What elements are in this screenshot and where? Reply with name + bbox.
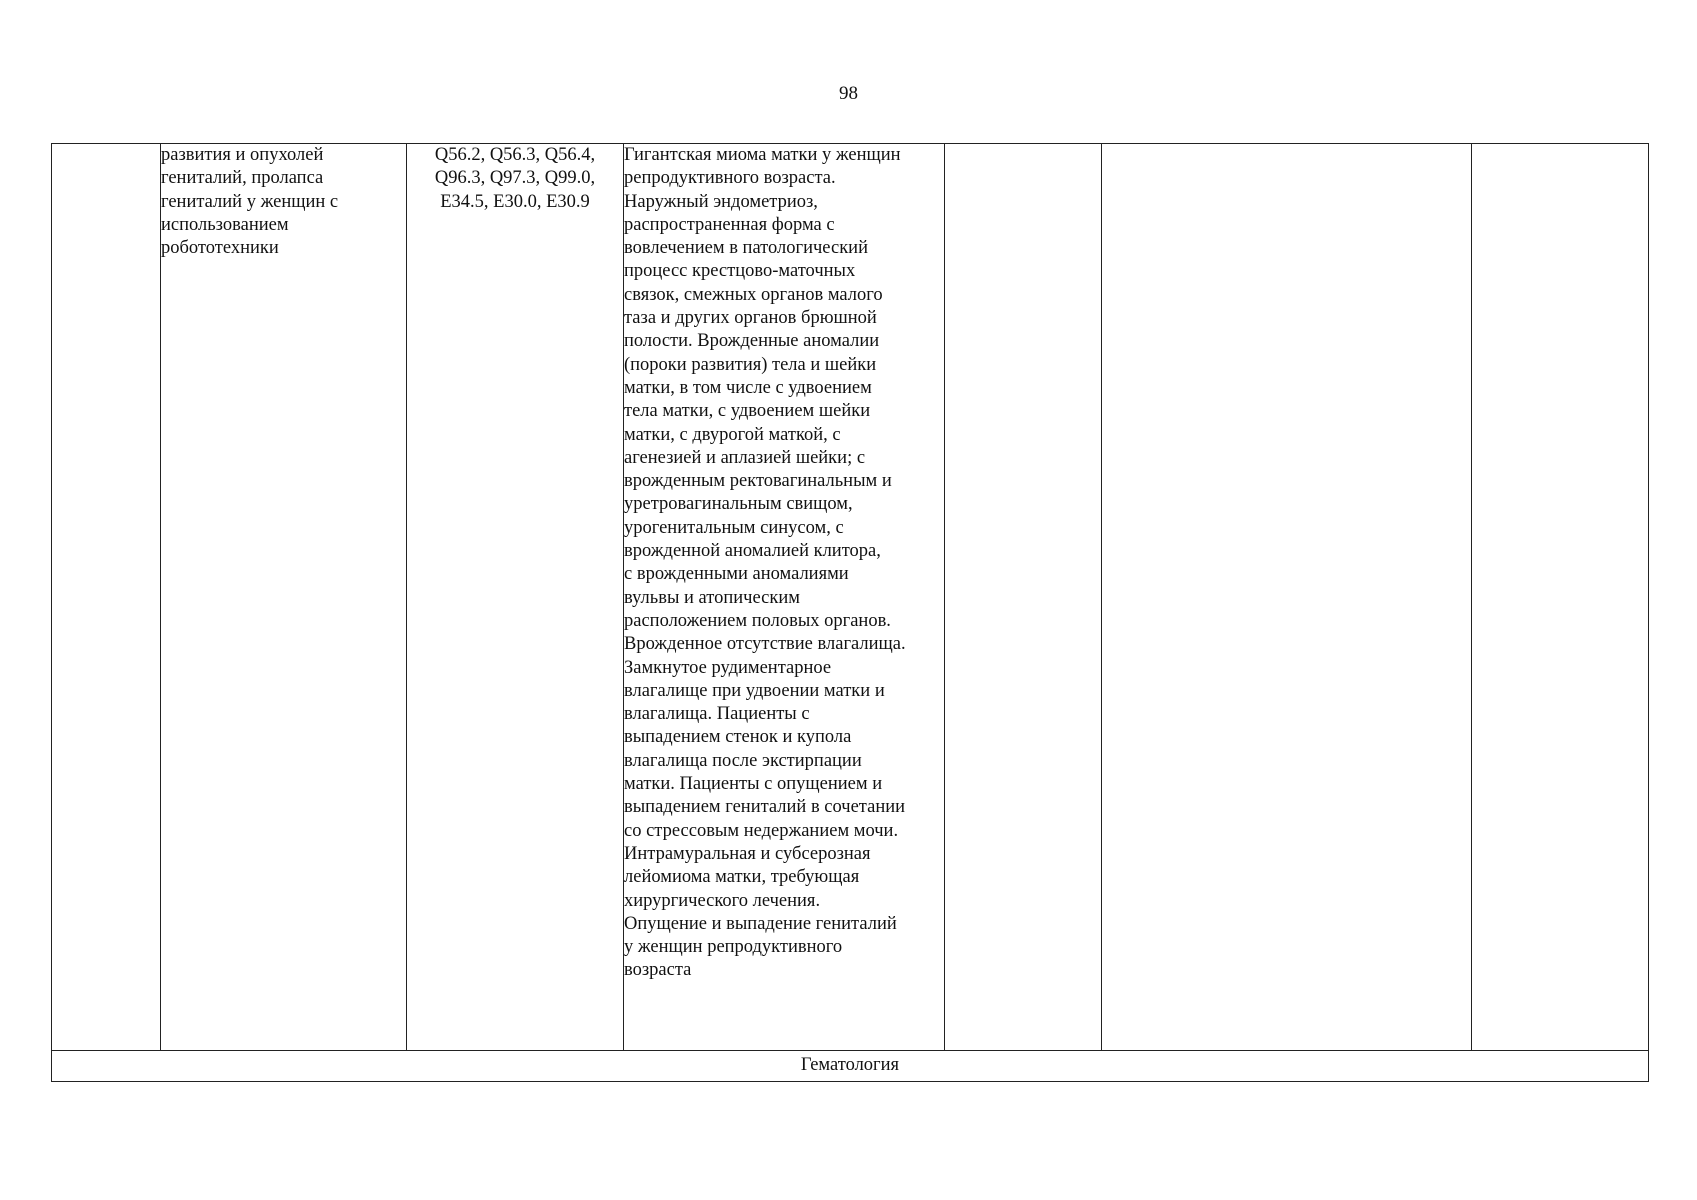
text-line: E34.5, E30.0, E30.9 [440, 191, 590, 212]
section-heading: Гематология [52, 1051, 1649, 1082]
text-line: (пороки развития) тела и шейки [624, 354, 877, 375]
text-line: выпадением стенок и купола [624, 727, 852, 748]
text-line: матки, в том числе с удвоением [624, 377, 872, 398]
cell-cost [1472, 144, 1649, 1051]
text-line: расположением половых органов. [624, 610, 891, 631]
section-row [52, 1051, 1649, 1082]
text-line: гениталий, пролапса [161, 168, 324, 189]
text-line: вовлечением в патологический [624, 238, 868, 259]
cell-treatment-method [1102, 144, 1472, 1051]
table-row [52, 144, 1649, 1051]
page-number: 98 [839, 83, 858, 104]
text-line: Q56.2, Q56.3, Q56.4, [434, 145, 596, 165]
text-line: процесс крестцово-маточных [624, 261, 856, 282]
text-line: матки. Пациенты с опущением и [624, 774, 883, 795]
text-line: Опущение и выпадение гениталий [624, 913, 897, 934]
text-line: уретровагинальным свищом, [624, 494, 853, 515]
cell-number [52, 144, 161, 1051]
text-line: агенезией и аплазией шейки; с [624, 447, 866, 468]
text-line: распространенная форма с [624, 214, 835, 235]
text-line: влагалища после экстирпации [624, 750, 862, 771]
text-line: тела матки, с удвоением шейки [624, 401, 871, 422]
document-table [51, 143, 1649, 1082]
cell-patient-model [624, 144, 945, 1051]
text-line: влагалища. Пациенты с [624, 704, 810, 725]
text-line: гениталий у женщин с [161, 191, 339, 212]
text-line: Q96.3, Q97.3, Q99.0, [434, 168, 596, 189]
text-line: урогенитальным синусом, с [624, 517, 844, 538]
text-line: выпадением гениталий в сочетании [624, 797, 906, 818]
text-line: влагалище при удвоении матки и [624, 680, 885, 701]
text-line: хирургического лечения. [624, 890, 821, 911]
text-line: связок, смежных органов малого [624, 284, 883, 305]
text-line: врожденной аномалией клитора, [624, 541, 881, 562]
text-line: Гигантская миома матки у женщин [624, 145, 901, 165]
icd-codes-text [407, 144, 623, 214]
text-line: репродуктивного возраста. [624, 168, 836, 189]
text-line: Интрамуральная и субсерозная [624, 843, 871, 864]
intervention-name-text [161, 144, 406, 260]
text-line: вульвы и атопическим [624, 587, 800, 608]
text-line: развития и опухолей [161, 145, 324, 165]
text-line: у женщин репродуктивного [624, 937, 843, 958]
text-line: использованием [161, 214, 289, 235]
patient-model-text [624, 144, 944, 983]
text-line: матки, с двурогой маткой, с [624, 424, 841, 445]
text-line: возраста [624, 960, 692, 981]
text-line: с врожденными аномалиями [624, 564, 849, 585]
text-line: робототехники [161, 238, 279, 259]
cell-treatment-type [945, 144, 1102, 1051]
text-line: лейомиома матки, требующая [624, 867, 860, 888]
text-line: полости. Врожденные аномалии [624, 331, 880, 352]
text-line: таза и других органов брюшной [624, 308, 877, 329]
cell-intervention-name [161, 144, 407, 1051]
text-line: Врожденное отсутствие влагалища. [624, 634, 906, 655]
text-line: со стрессовым недержанием мочи. [624, 820, 899, 841]
text-line: Наружный эндометриоз, [624, 191, 818, 212]
text-line: врожденным ректовагинальным и [624, 471, 892, 492]
text-line: Замкнутое рудиментарное [624, 657, 832, 678]
cell-icd-codes [407, 144, 624, 1051]
